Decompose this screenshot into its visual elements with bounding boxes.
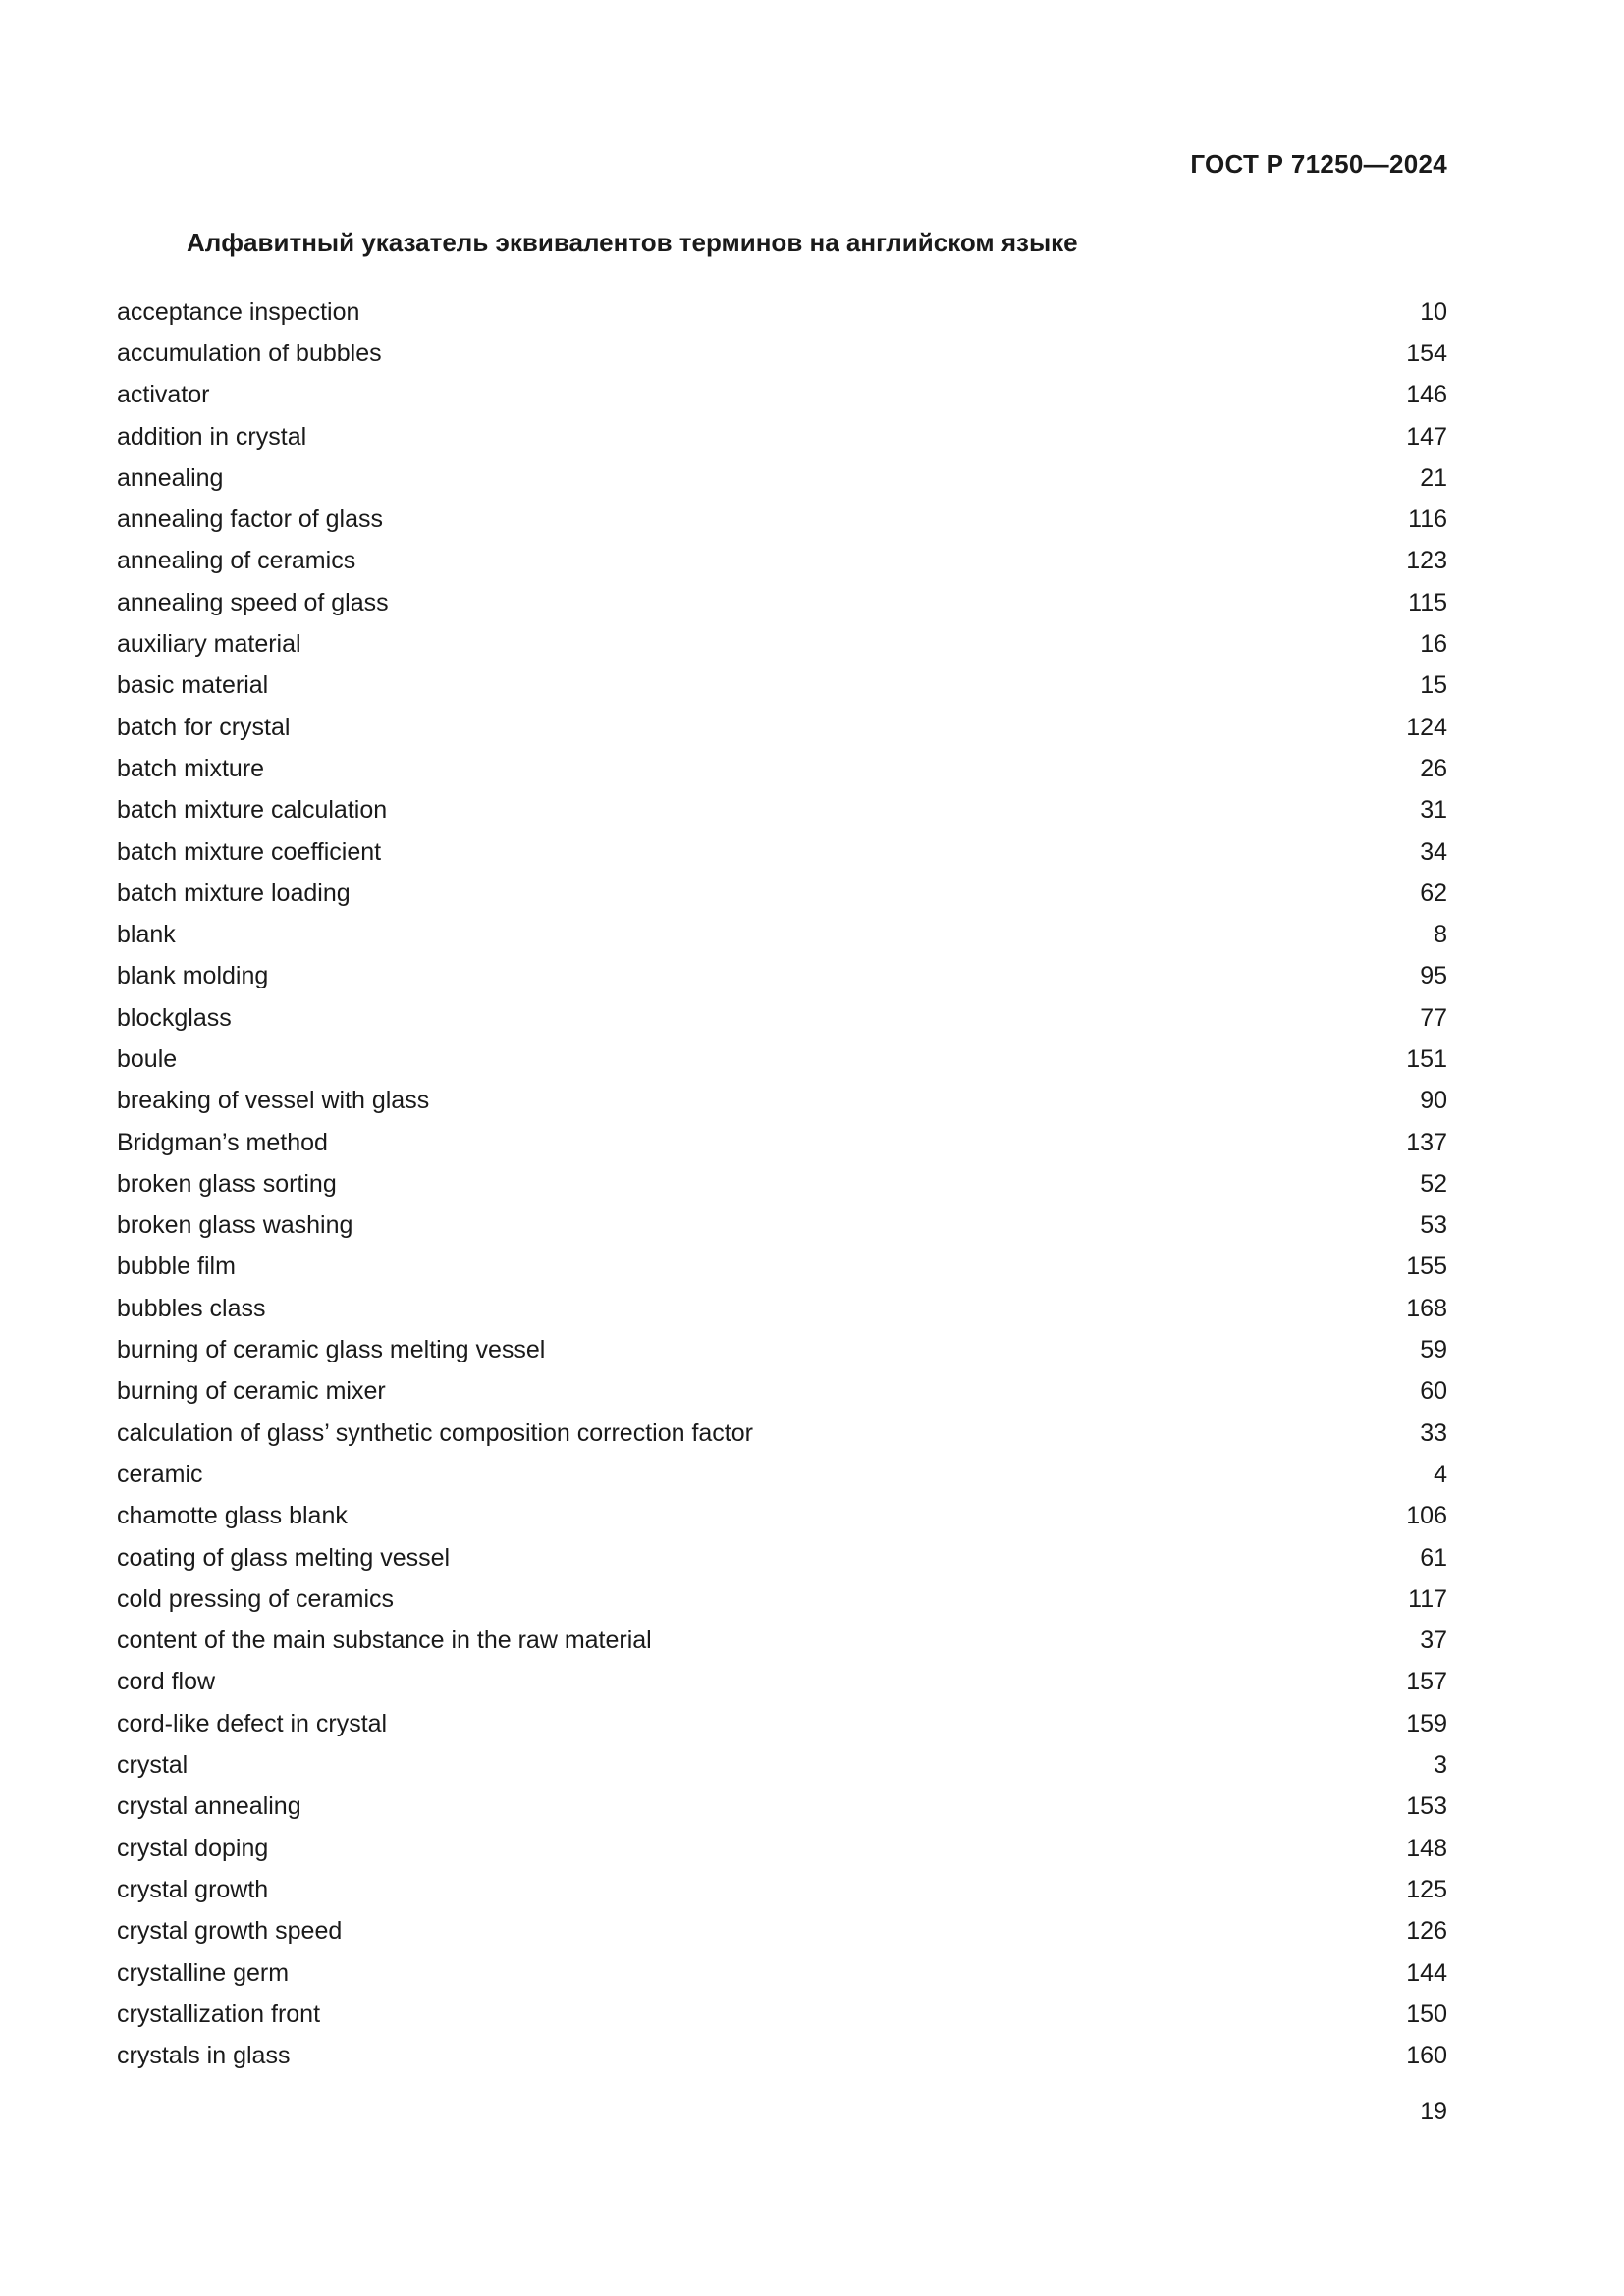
entry-term: bubbles class <box>117 1294 266 1322</box>
entry-term: burning of ceramic glass melting vessel <box>117 1336 546 1364</box>
entry-number: 148 <box>1406 1834 1447 1862</box>
entry-term: crystal doping <box>117 1834 269 1862</box>
entry-term: auxiliary material <box>117 630 301 659</box>
entry-term: crystalline germ <box>117 1958 290 1987</box>
page-number: 19 <box>1420 2098 1447 2125</box>
index-entry <box>117 1371 1447 1413</box>
entry-number: 154 <box>1406 339 1447 367</box>
entry-number: 151 <box>1406 1044 1447 1073</box>
entry-term: coating of glass melting vessel <box>117 1543 451 1572</box>
index-entry <box>117 1496 1447 1537</box>
entry-number: 146 <box>1406 381 1447 409</box>
entry-term: batch mixture loading <box>117 879 351 907</box>
index-entry <box>117 499 1447 540</box>
index-entry <box>117 1744 1447 1786</box>
entry-term: batch mixture calculation <box>117 796 388 825</box>
entry-number: 137 <box>1406 1128 1447 1156</box>
entry-term: basic material <box>117 671 269 700</box>
entry-term: batch for crystal <box>117 713 291 741</box>
entry-term: Bridgman’s method <box>117 1128 328 1156</box>
entry-number: 123 <box>1406 547 1447 575</box>
entry-number: 37 <box>1420 1627 1447 1655</box>
entry-term: broken glass washing <box>117 1211 353 1240</box>
entry-term: boule <box>117 1044 178 1073</box>
index-entry <box>117 333 1447 374</box>
entry-term: acceptance inspection <box>117 297 360 326</box>
entry-number: 61 <box>1420 1543 1447 1572</box>
entry-number: 116 <box>1408 506 1447 534</box>
entry-number: 16 <box>1420 630 1447 659</box>
entry-number: 8 <box>1434 921 1447 949</box>
index-entry <box>117 1911 1447 1952</box>
entry-number: 53 <box>1420 1211 1447 1240</box>
entry-number: 124 <box>1406 713 1447 741</box>
entry-term: breaking of vessel with glass <box>117 1087 430 1115</box>
index-entry <box>117 997 1447 1039</box>
index-entry <box>117 1039 1447 1080</box>
index-entry <box>117 1163 1447 1204</box>
index-entry <box>117 1454 1447 1495</box>
entry-number: 126 <box>1406 1917 1447 1946</box>
entry-term: batch mixture coefficient <box>117 837 382 866</box>
index-entry <box>117 956 1447 997</box>
entry-number: 10 <box>1420 297 1447 326</box>
entry-number: 59 <box>1420 1336 1447 1364</box>
index-entry <box>117 914 1447 955</box>
entry-number: 125 <box>1406 1875 1447 1903</box>
entry-term: content of the main substance in the raw material <box>117 1627 652 1655</box>
entry-number: 115 <box>1408 588 1447 616</box>
entry-term: blank molding <box>117 962 269 990</box>
entry-number: 144 <box>1406 1958 1447 1987</box>
index-entry <box>117 873 1447 914</box>
entry-number: 15 <box>1420 671 1447 700</box>
index-entry <box>117 831 1447 873</box>
entry-term: broken glass sorting <box>117 1169 337 1198</box>
entry-number: 62 <box>1420 879 1447 907</box>
entry-number: 90 <box>1420 1087 1447 1115</box>
entry-term: crystal <box>117 1751 189 1780</box>
entry-term: bubble film <box>117 1253 236 1281</box>
index-entry <box>117 1787 1447 1828</box>
index-entry <box>117 292 1447 333</box>
entry-term: accumulation of bubbles <box>117 339 382 367</box>
index-entry <box>117 375 1447 416</box>
entry-number: 160 <box>1406 2042 1447 2070</box>
entry-number: 3 <box>1434 1751 1447 1780</box>
index-entry <box>117 790 1447 831</box>
entry-number: 157 <box>1406 1668 1447 1696</box>
index-entry <box>117 1247 1447 1288</box>
entry-term: annealing factor of glass <box>117 506 384 534</box>
entry-number: 159 <box>1406 1709 1447 1737</box>
entry-term: activator <box>117 381 210 409</box>
entry-term: crystallization front <box>117 2000 321 2028</box>
entry-number: 95 <box>1420 962 1447 990</box>
index-list <box>117 292 1447 2077</box>
index-entry <box>117 1952 1447 1994</box>
entry-term: cord flow <box>117 1668 216 1696</box>
index-entry <box>117 541 1447 582</box>
index-title: Алфавитный указатель эквивалентов терминов на английском языке <box>187 228 1078 257</box>
entry-number: 31 <box>1420 796 1447 825</box>
entry-term: crystal growth speed <box>117 1917 343 1946</box>
entry-number: 26 <box>1420 754 1447 782</box>
entry-number: 52 <box>1420 1169 1447 1198</box>
index-entry <box>117 666 1447 707</box>
entry-number: 153 <box>1406 1792 1447 1821</box>
index-entry <box>117 457 1447 499</box>
entry-number: 106 <box>1406 1502 1447 1530</box>
index-entry <box>117 1828 1447 1869</box>
entry-number: 60 <box>1420 1377 1447 1406</box>
index-entry <box>117 1537 1447 1578</box>
entry-term: blank <box>117 921 176 949</box>
index-entry <box>117 1703 1447 1744</box>
entry-number: 34 <box>1420 837 1447 866</box>
entry-number: 150 <box>1406 2000 1447 2028</box>
index-entry <box>117 1869 1447 1910</box>
entry-number: 117 <box>1408 1584 1447 1613</box>
entry-term: batch mixture <box>117 754 265 782</box>
index-entry <box>117 582 1447 623</box>
entry-term: burning of ceramic mixer <box>117 1377 386 1406</box>
entry-term: crystals in glass <box>117 2042 291 2070</box>
index-entry <box>117 416 1447 457</box>
index-entry <box>117 1288 1447 1329</box>
entry-term: chamotte glass blank <box>117 1502 348 1530</box>
entry-number: 77 <box>1420 1003 1447 1032</box>
document-code: ГОСТ Р 71250—2024 <box>1190 149 1447 179</box>
entry-number: 147 <box>1406 422 1447 451</box>
entry-term: calculation of glass’ synthetic composition correction factor <box>117 1418 753 1447</box>
index-entry <box>117 1413 1447 1454</box>
entry-term: crystal annealing <box>117 1792 301 1821</box>
index-entry <box>117 1578 1447 1620</box>
entry-term: cold pressing of ceramics <box>117 1584 395 1613</box>
entry-number: 155 <box>1406 1253 1447 1281</box>
entry-number: 168 <box>1406 1294 1447 1322</box>
entry-term: annealing <box>117 463 224 492</box>
index-entry <box>117 1081 1447 1122</box>
index-entry <box>117 1329 1447 1370</box>
index-entry <box>117 748 1447 789</box>
entry-term: crystal growth <box>117 1875 269 1903</box>
index-entry <box>117 2035 1447 2076</box>
entry-term: annealing speed of glass <box>117 588 389 616</box>
entry-number: 4 <box>1434 1460 1447 1488</box>
index-entry <box>117 1621 1447 1662</box>
index-entry <box>117 1994 1447 2035</box>
entry-number: 21 <box>1420 463 1447 492</box>
entry-term: addition in crystal <box>117 422 307 451</box>
index-entry <box>117 1122 1447 1163</box>
entry-term: blockglass <box>117 1003 232 1032</box>
entry-number: 33 <box>1420 1418 1447 1447</box>
index-entry <box>117 1662 1447 1703</box>
index-entry <box>117 1205 1447 1247</box>
index-entry <box>117 707 1447 748</box>
entry-term: annealing of ceramics <box>117 547 356 575</box>
entry-term: ceramic <box>117 1460 203 1488</box>
entry-term: cord-like defect in crystal <box>117 1709 388 1737</box>
index-entry <box>117 623 1447 665</box>
